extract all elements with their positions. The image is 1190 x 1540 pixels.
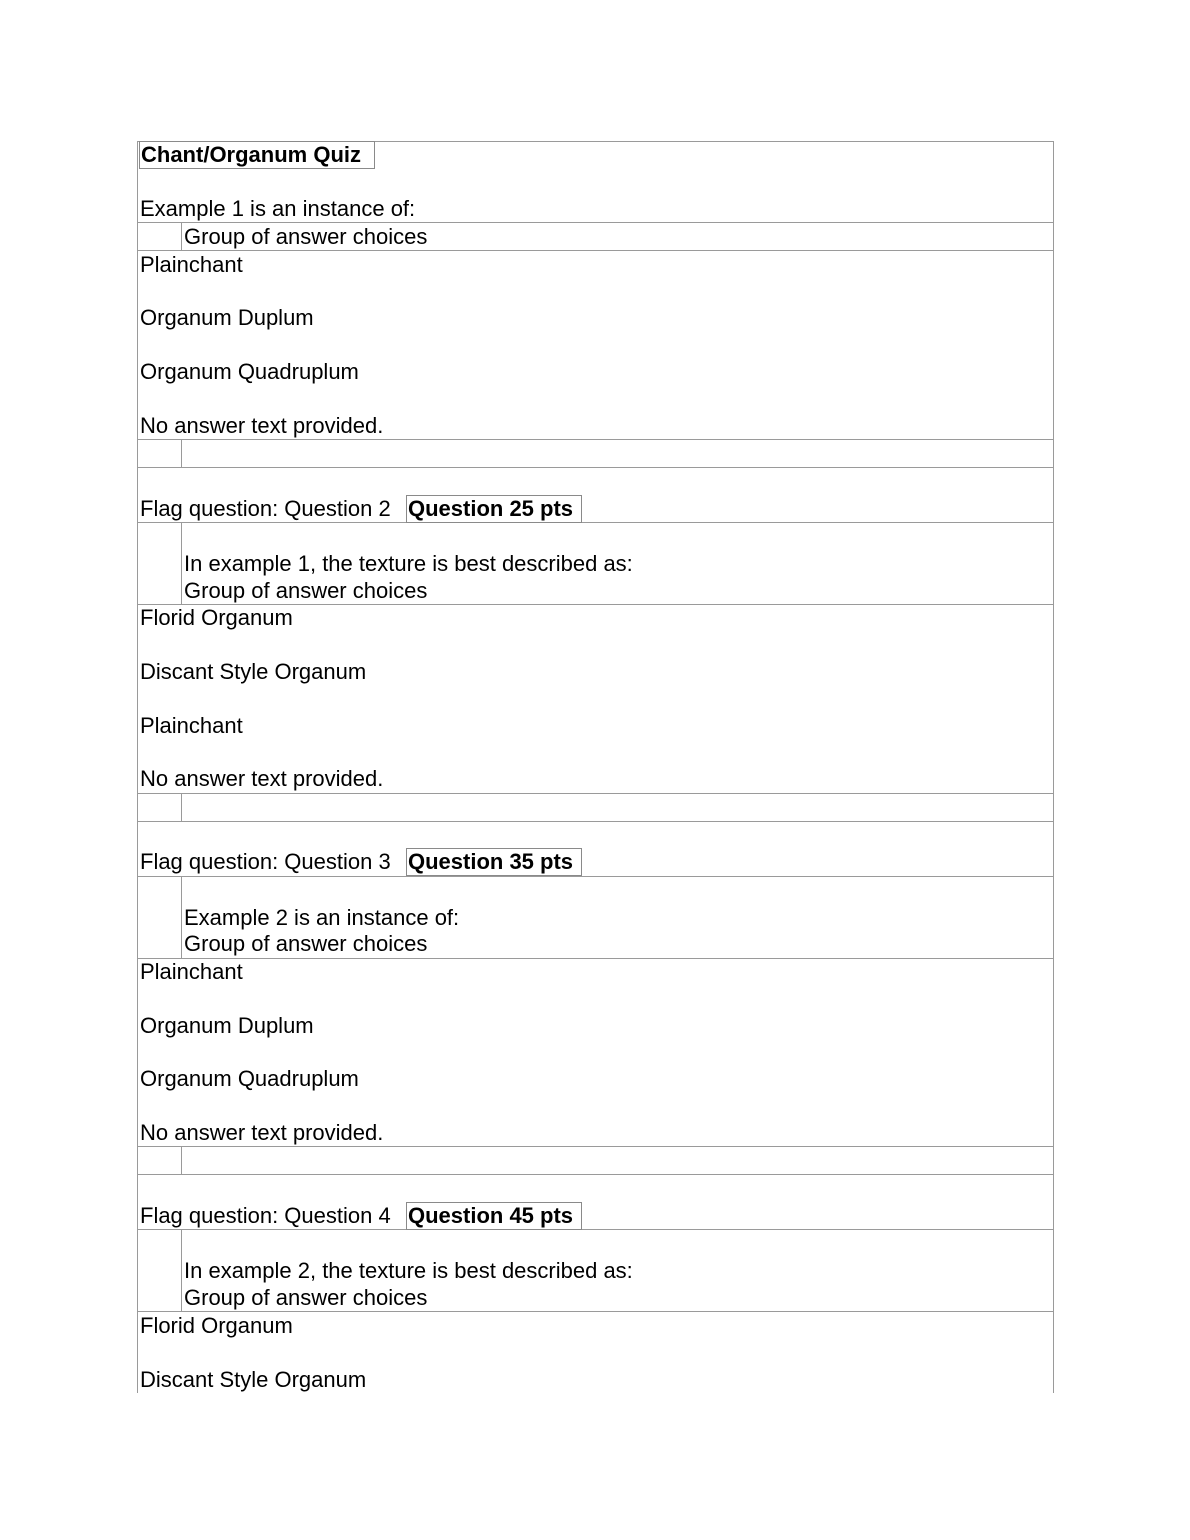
answer-choice[interactable]: No answer text provided. xyxy=(140,413,384,438)
answer-choice[interactable]: Florid Organum xyxy=(140,1313,293,1338)
indent-divider xyxy=(181,522,182,604)
row-rule xyxy=(137,958,1054,959)
row-rule xyxy=(137,1229,1054,1230)
answer-group-label: Group of answer choices xyxy=(184,1285,428,1310)
indent-divider xyxy=(181,439,182,467)
row-rule xyxy=(137,793,1054,794)
row-rule xyxy=(137,821,1054,822)
row-rule xyxy=(137,439,1054,440)
indent-divider xyxy=(181,1229,182,1311)
indent-divider xyxy=(181,222,182,250)
answer-group-label: Group of answer choices xyxy=(184,578,428,603)
question-prompt: Example 2 is an instance of: xyxy=(184,905,460,930)
question-prompt: In example 2, the texture is best described as: xyxy=(184,1258,633,1283)
flag-question-link[interactable]: Flag question: Question 3 xyxy=(140,849,391,874)
answer-group-label: Group of answer choices xyxy=(184,224,428,249)
answer-group-label: Group of answer choices xyxy=(184,931,428,956)
question-heading: Question 45 pts xyxy=(408,1203,574,1228)
answer-choice[interactable]: No answer text provided. xyxy=(140,1120,384,1145)
answer-choice[interactable]: Plainchant xyxy=(140,959,243,984)
indent-divider xyxy=(181,793,182,821)
answer-choice[interactable]: Plainchant xyxy=(140,252,243,277)
question-heading: Question 25 pts xyxy=(408,496,574,521)
answer-choice[interactable]: Plainchant xyxy=(140,713,243,738)
question-prompt: Example 1 is an instance of: xyxy=(140,196,416,221)
row-rule xyxy=(137,250,1054,251)
row-rule xyxy=(137,467,1054,468)
row-rule xyxy=(137,1146,1054,1147)
answer-choice[interactable]: No answer text provided. xyxy=(140,766,384,791)
answer-choice[interactable]: Organum Duplum xyxy=(140,305,314,330)
answer-choice[interactable]: Organum Duplum xyxy=(140,1013,314,1038)
indent-divider xyxy=(181,876,182,958)
row-rule xyxy=(137,1174,1054,1175)
answer-choice[interactable]: Discant Style Organum xyxy=(140,659,367,684)
answer-choice[interactable]: Discant Style Organum xyxy=(140,1367,367,1392)
row-rule xyxy=(137,522,1054,523)
row-rule xyxy=(137,876,1054,877)
row-rule xyxy=(137,1311,1054,1312)
flag-question-link[interactable]: Flag question: Question 2 xyxy=(140,496,391,521)
answer-choice[interactable]: Organum Quadruplum xyxy=(140,1066,359,1091)
question-prompt: In example 1, the texture is best described as: xyxy=(184,551,633,576)
answer-choice[interactable]: Florid Organum xyxy=(140,605,293,630)
question-heading: Question 35 pts xyxy=(408,849,574,874)
frame-left-border xyxy=(137,141,138,1393)
indent-divider xyxy=(181,1146,182,1174)
answer-choice[interactable]: Organum Quadruplum xyxy=(140,359,359,384)
row-rule xyxy=(137,222,1054,223)
frame-right-border xyxy=(1053,141,1054,1393)
quiz-title: Chant/Organum Quiz xyxy=(141,142,361,167)
flag-question-link[interactable]: Flag question: Question 4 xyxy=(140,1203,391,1228)
